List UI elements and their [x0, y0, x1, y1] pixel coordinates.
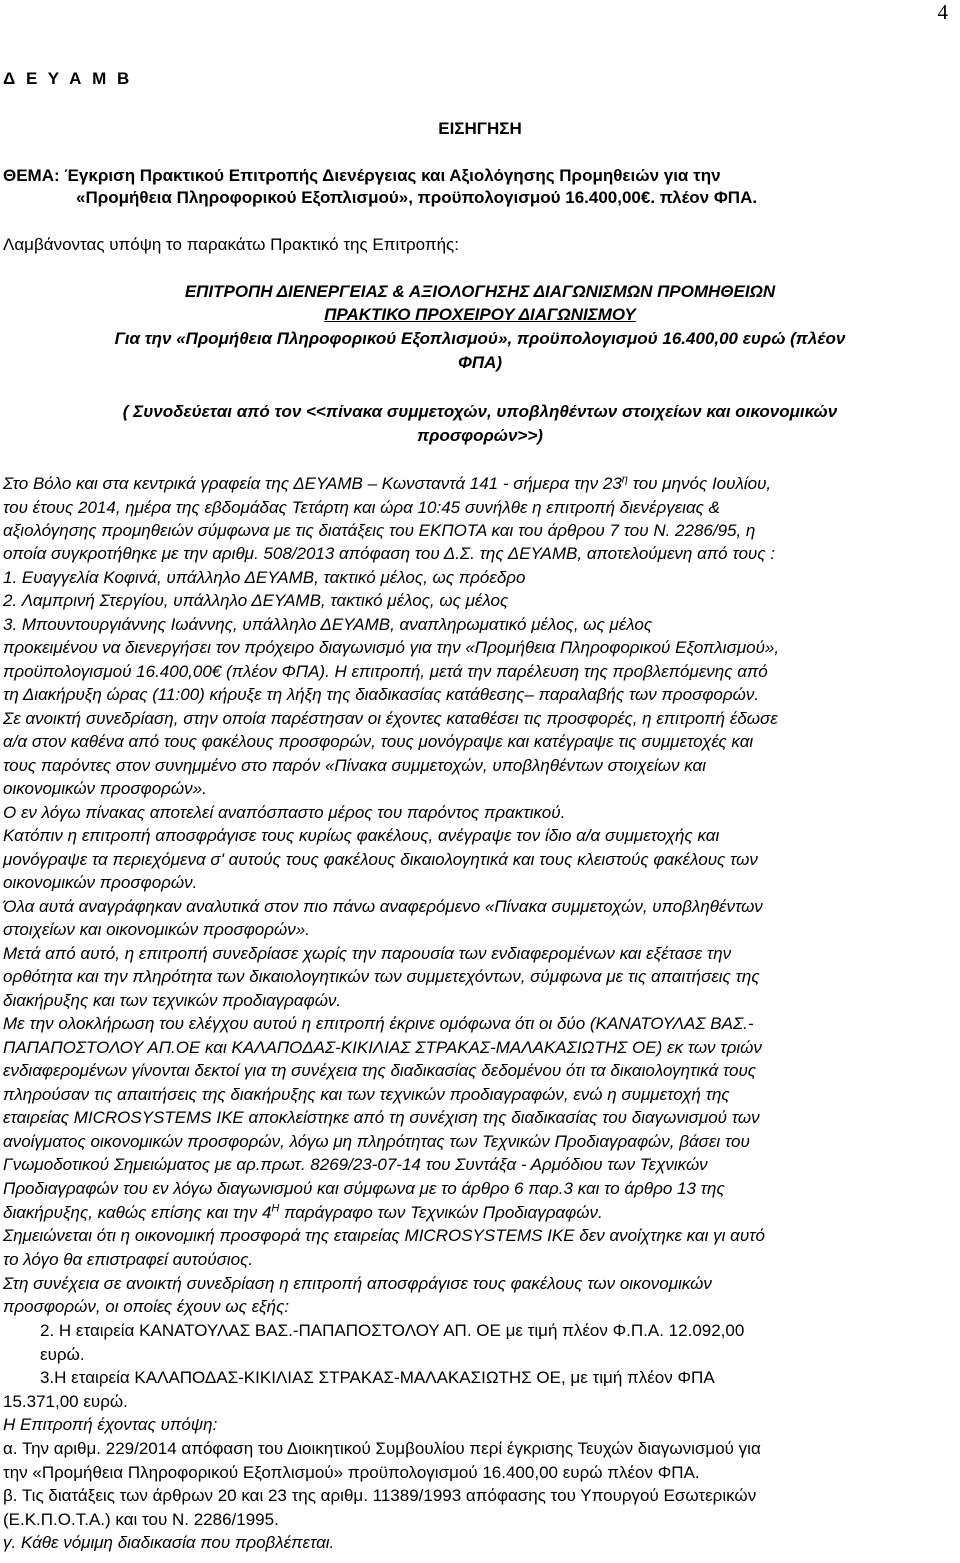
body-line: Προδιαγραφών του εν λόγω διαγωνισμού και σύμφωνα με το άρθρο 6 παρ.3 και το άρθρο 13 της	[3, 1179, 725, 1198]
offer-item: 3.Η εταιρεία ΚΑΛΑΠΟΔΑΣ-ΚΙΚΙΛΙΑΣ ΣΤΡΑΚΑΣ-ΜΑΛΑΚΑΣΙΩΤΗΣ ΟΕ, με τιμή πλέον ΦΠΑ	[40, 1368, 715, 1387]
committee-subject-1: Για την «Προμήθεια Πληροφορικού Εξοπλισμού», προϋπολογισμού 16.400,00 ευρώ (πλέον	[114, 329, 846, 348]
committee-subtitle: ΠΡΑΚΤΙΚΟ ΠΡΟΧΕΙΡΟΥ ΔΙΑΓΩΝΙΣΜΟΥ	[324, 305, 636, 324]
body-line: προκειμένου να διενεργήσει τον πρόχειρο διαγωνισμό για την «Προμήθεια Πληροφορικού Εξοπλισμού»,	[3, 638, 780, 657]
consideration-item: (Ε.Κ.Π.Ο.Τ.Α.) και του Ν. 2286/1995.	[3, 1510, 279, 1529]
body-line: Η Επιτροπή έχοντας υπόψη:	[3, 1415, 218, 1434]
body-line: Όλα αυτά αναγράφηκαν αναλυτικά στον πιο πάνω αναφερόμενο «Πίνακα συμμετοχών, υποβληθέντων	[3, 897, 763, 916]
attached-note-1: ( Συνοδεύεται από τον <<πίνακα συμμετοχών, υποβληθέντων στοιχείων και οικονομικών	[122, 402, 838, 421]
body-line: Ο εν λόγω πίνακας αποτελεί αναπόσπαστο μέρος του παρόντος πρακτικού.	[3, 803, 566, 822]
body-line: αξιολόγησης προμηθειών σύμφωνα με τις διατάξεις του ΕΚΠΟΤΑ και του άρθρου 7 του Ν. 2286/95, η	[3, 521, 756, 540]
committee-title: ΕΠΙΤΡΟΠΗ ΔΙΕΝΕΡΓΕΙΑΣ & ΑΞΙΟΛΟΓΗΣΗΣ ΔΙΑΓΩΝΙΣΜΩΝ ΠΡΟΜΗΘΕΙΩΝ	[184, 282, 776, 301]
page-number: 4	[937, 0, 948, 24]
consideration-item: β. Τις διατάξεις των άρθρων 20 και 23 της αριθμ. 11389/1993 απόφασης του Υπουργού Εσωτερικών	[3, 1486, 757, 1505]
member-item: 2. Λαμπρινή Στεργίου, υπάλληλο ΔΕΥΑΜΒ, τακτικό μέλος, ως μέλος	[3, 591, 509, 610]
body-line: Μετά από αυτό, η επιτροπή συνεδρίασε χωρίς την παρουσία των ενδιαφερομένων και εξέτασε την	[3, 944, 732, 963]
consideration-item: α. Την αριθμ. 229/2014 απόφαση του Διοικητικού Συμβουλίου περί έγκρισης Τευχών διαγωνισμού για	[3, 1439, 761, 1458]
body-line: ΠΑΠΑΠΟΣΤΟΛΟΥ ΑΠ.ΟΕ και ΚΑΛΑΠΟΔΑΣ-ΚΙΚΙΛΙΑΣ ΣΤΡΑΚΑΣ-ΜΑΛΑΚΑΣΙΩΤΗΣ ΟΕ) εκ των τριών	[3, 1038, 762, 1057]
member-item: 1. Ευαγγελία Κοφινά, υπάλληλο ΔΕΥΑΜΒ, τακτικό μέλος, ως πρόεδρο	[3, 568, 526, 587]
body-line: α/α στον καθένα από τους φακέλους προσφορών, τους μονόγραψε και κατέγραψε τις συμμετοχές και	[3, 732, 754, 751]
body-line: οποία συγκροτήθηκε με την αριθμ. 508/2013 απόφαση του Δ.Σ. της ΔΕΥΑΜΒ, αποτελούμενη από τους :	[3, 544, 775, 563]
theme-line-2: «Προμήθεια Πληροφορικού Εξοπλισμού», προϋπολογισμού 16.400,00€. πλέον ΦΠΑ.	[76, 188, 758, 207]
body-line: μονόγραψε τα περιεχόμενα σ' αυτούς τους φακέλους δικαιολογητικά και τους κλειστούς φακέλους των	[3, 850, 758, 869]
body-line: το λόγο θα επιστραφεί αυτούσιος.	[3, 1250, 254, 1269]
offer-item-cont: ευρώ.	[40, 1345, 85, 1364]
body-line: οικονομικών προσφορών».	[3, 779, 207, 798]
body-line: εταιρείας MICROSYSTEMS ΙΚΕ αποκλείστηκε από τη συνέχιση της διαδικασίας του διαγωνισμού των	[3, 1108, 760, 1127]
body-line: προσφορών, οι οποίες έχουν ως εξής:	[3, 1297, 290, 1316]
org-name: Δ Ε Υ Α Μ Β	[3, 69, 133, 88]
body-line: στοιχείων και οικονομικών προσφορών».	[3, 920, 310, 939]
body-line: Σε ανοικτή συνεδρίαση, στην οποία παρέστησαν οι έχοντες καταθέσει τις προσφορές, η επιτροπή έδωσε	[3, 709, 778, 728]
offer-item: 2. Η εταιρεία ΚΑΝΑΤΟΥΛΑΣ ΒΑΣ.-ΠΑΠΑΠΟΣΤΟΛΟΥ ΑΠ. ΟΕ με τιμή πλέον Φ.Π.Α. 12.092,00	[40, 1321, 745, 1340]
body-line: Στη συνέχεια σε ανοικτή συνεδρίαση η επιτροπή αποσφράγισε τους φακέλους των οικονομικών	[3, 1274, 712, 1293]
body-line: τη Διακήρυξη ώρας (11:00) κήρυξε τη λήξη της διαδικασίας κατάθεσης– παραλαβής των προσφορών.	[3, 685, 760, 704]
body-line: οικονομικών προσφορών.	[3, 873, 198, 892]
body-line: πληρούσαν τις απαιτήσεις της διακήρυξης και των τεχνικών προδιαγραφών, ενώ η συμμετοχή της	[3, 1085, 730, 1104]
intro-text: Λαμβάνοντας υπόψη το παρακάτω Πρακτικό της Επιτροπής:	[3, 235, 459, 254]
body-line: του έτους 2014, ημέρα της εβδομάδας Τετάρτη και ώρα 10:45 συνήλθε η επιτροπή διενέργειας &	[3, 498, 720, 517]
consideration-item: την «Προμήθεια Πληροφορικού Εξοπλισμού» προϋπολογισμού 16.400,00 ευρώ πλέον ΦΠΑ.	[3, 1463, 700, 1482]
body-line: Με την ολοκλήρωση του ελέγχου αυτού η επιτροπή έκρινε ομόφωνα ότι οι δύο (ΚΑΝΑΤΟΥΛΑΣ ΒΑΣ.-	[3, 1014, 754, 1033]
body-line: Κατόπιν η επιτροπή αποσφράγισε τους κυρίως φακέλους, ανέγραψε τον ίδιο α/α συμμετοχής και	[3, 826, 720, 845]
body-line: ορθότητα και την πληρότητα των δικαιολογητικών των συμμετεχόντων, σύμφωνα με τις απαιτήσεις της	[3, 967, 760, 986]
offer-item-cont: 15.371,00 ευρώ.	[3, 1392, 128, 1411]
body-line: τους παρόντες στον συνημμένο στο παρόν «Πίνακα συμμετοχών, υποβληθέντων στοιχείων και	[3, 756, 706, 775]
body-line: ανοίγματος οικονομικών προσφορών, λόγω μη πληρότητας των Τεχνικών Προδιαγραφών, βάσει του	[3, 1132, 750, 1151]
body-line: Στο Βόλο και στα κεντρικά γραφεία της ΔΕΥΑΜΒ – Κωνσταντά 141 - σήμερα την $23^\eta$ του μηνός Ιουλίου,	[3, 473, 772, 493]
body-line: Γνωμοδοτικού Σημειώματος με αρ.πρωτ. 8269/23-07-14 του Συντάξα - Αρμόδιου των Τεχνικών	[3, 1155, 708, 1174]
body-line: ενδιαφερομένων γίνονται δεκτοί για τη συνέχεια της διαδικασίας δεδομένου ότι τα δικαιολογητικά τους	[3, 1061, 757, 1080]
body-line: διακήρυξης, καθώς επίσης και την $4^H$ παράγραφο των Τεχνικών Προδιαγραφών.	[3, 1202, 603, 1222]
consideration-item: γ. Κάθε νόμιμη διαδικασία που προβλέπεται.	[3, 1533, 335, 1552]
member-item: 3. Μπουντουργιάννης Ιωάννης, υπάλληλο ΔΕΥΑΜΒ, αναπληρωματικό μέλος, ως μέλος	[3, 615, 653, 634]
body-line: Σημειώνεται ότι η οικονομική προσφορά της εταιρείας MICROSYSTEMS ΙΚΕ δεν ανοίχτηκε και γι αυτό	[3, 1226, 765, 1245]
committee-subject-2: ΦΠΑ)	[457, 353, 503, 372]
document-heading: ΕΙΣΗΓΗΣΗ	[438, 119, 522, 138]
body-line: διακήρυξης και των τεχνικών προδιαγραφών.	[3, 991, 342, 1010]
body-line: προϋπολογισμού 16.400,00€ (πλέον ΦΠΑ). Η επιτροπή, μετά την παρέλευση της προβλεπόμενης από	[3, 662, 768, 681]
theme-line-1: ΘΕΜΑ: Έγκριση Πρακτικού Επιτροπής Διενέργειας και Αξιολόγησης Προμηθειών για την	[3, 166, 721, 185]
attached-note-2: προσφορών>>)	[417, 426, 543, 445]
